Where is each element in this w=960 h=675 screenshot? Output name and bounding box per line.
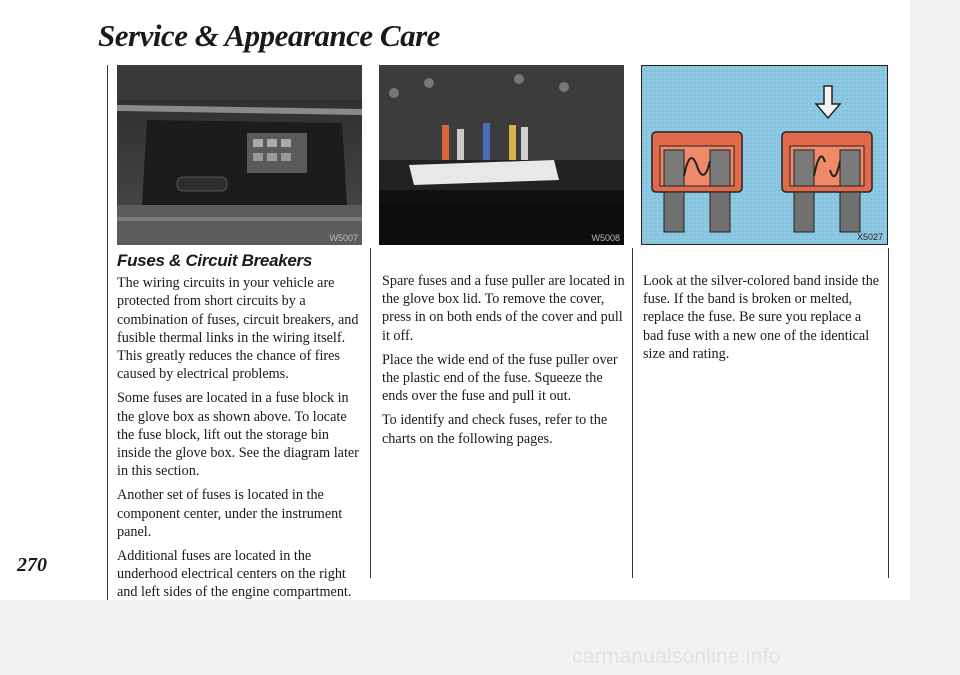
blown-fuse-illustration (642, 66, 887, 244)
page-number: 270 (17, 554, 47, 576)
body-paragraph: The wiring circuits in your vehicle are protected from short circuits by a combination of fuses, circuit breakers, and fusible thermal links in the wiring itself. This greatly reduces the chance of fires caused by electrical problems. (117, 275, 359, 383)
text-column-1 (117, 252, 365, 608)
figure-code: W5008 (591, 233, 620, 243)
body-paragraph: Additional fuses are located in the underhood electrical centers on the right and left sides of the engine compartment. (117, 548, 352, 601)
body-paragraph: Another set of fuses is located in the component center, under the instrument panel. (117, 487, 343, 540)
body-paragraph: Spare fuses and a fuse puller are located in the glove box lid. To remove the cover, press in on both ends of the cover and pull it off. (382, 273, 625, 344)
text-column-3 (643, 272, 885, 369)
glove-box-illustration (117, 65, 362, 245)
column-divider (370, 248, 371, 578)
column-divider (888, 248, 889, 578)
fuse-diagram (641, 65, 888, 245)
subsection-heading: Fuses & Circuit Breakers (117, 251, 312, 270)
column-divider (632, 248, 633, 578)
body-paragraph: To identify and check fuses, refer to the charts on the following pages. (382, 412, 608, 447)
figure-code: X5027 (856, 232, 883, 242)
watermark-text: carmanualsonline.info (572, 645, 781, 668)
figure-code: W5007 (329, 233, 358, 243)
column-divider (107, 65, 108, 600)
body-paragraph: Look at the silver-colored band inside the fuse. If the band is broken or melted, replace the fuse. Be sure you replace a bad fuse with a new one of the identical size and rating. (643, 273, 880, 362)
body-paragraph: Some fuses are located in a fuse block in the glove box as shown above. To locate the fuse block, lift out the storage bin inside the glove box. See the diagram later in this section. (117, 390, 359, 480)
text-column-2 (382, 272, 628, 454)
body-paragraph: Place the wide end of the fuse puller over the plastic end of the fuse. Squeeze the ends over the fuse and pull it out. (382, 351, 618, 405)
section-title: Service & Appearance Care (98, 18, 440, 53)
glove-box-photo (117, 65, 362, 245)
spare-fuses-photo (379, 65, 624, 245)
spare-fuses-illustration (379, 65, 624, 245)
